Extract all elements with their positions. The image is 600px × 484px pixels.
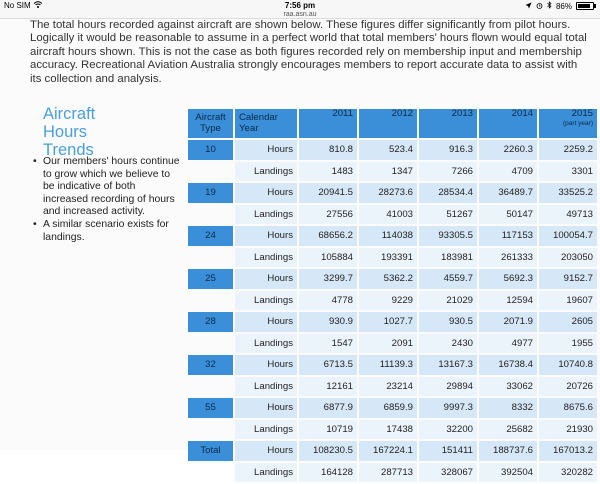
section-title-line: Hours: [43, 123, 88, 141]
bullet-item: • A similar scenario exists for landings.: [33, 219, 183, 244]
empty-cell: [188, 291, 233, 311]
value-cell: 51267: [419, 205, 477, 225]
value-cell: 8332: [479, 398, 537, 418]
metric-label-cell: Landings: [235, 291, 297, 311]
metric-label-cell: Landings: [235, 334, 297, 354]
value-cell: 23214: [359, 377, 417, 397]
value-cell: 6859.9: [359, 398, 417, 418]
column-header-year: 2014: [479, 109, 537, 138]
value-cell: 2260.3: [479, 140, 537, 160]
value-cell: 17438: [359, 420, 417, 440]
value-cell: 28273.6: [359, 183, 417, 203]
value-cell: 4977: [479, 334, 537, 354]
value-cell: 930.5: [419, 312, 477, 332]
aircraft-type-cell: 10: [188, 140, 233, 160]
metric-label-cell: Landings: [235, 162, 297, 182]
battery-percent: 86%: [555, 1, 572, 11]
value-cell: 1955: [539, 334, 597, 354]
aircraft-type-cell: 28: [188, 312, 233, 332]
table-row: [188, 355, 597, 375]
value-cell: 32200: [419, 420, 477, 440]
metric-label-cell: Landings: [235, 248, 297, 268]
value-cell: 3301: [539, 162, 597, 182]
metric-label-cell: Hours: [235, 140, 297, 160]
table-row: [188, 205, 597, 225]
alarm-icon: [536, 2, 543, 11]
status-bar: [0, 0, 600, 11]
address-bar[interactable]: [0, 11, 600, 19]
table-header-row: [188, 109, 597, 138]
intro-text: The total hours recorded against aircraft are shown below. These figures differ significantly from pilot hours. Logically it would be reasonable to assume in a perfect world that total members' hours flown would equal total aircraft hours shown. This is not the case as both figures recorded rely on membership input and membership accuracy. Recreational Aviation Australia strongly encourages members to report accurate data to assist with its collection and analysis.: [30, 19, 587, 85]
part-year-note: (part year): [563, 119, 593, 127]
value-cell: 13167.3: [419, 355, 477, 375]
value-cell: 164128: [299, 463, 357, 483]
empty-cell: [188, 334, 233, 354]
metric-label-cell: Hours: [235, 441, 297, 461]
table-row: [188, 334, 597, 354]
metric-label-cell: Hours: [235, 312, 297, 332]
value-cell: 2259.2: [539, 140, 597, 160]
aircraft-type-cell: 24: [188, 226, 233, 246]
value-cell: 33062: [479, 377, 537, 397]
value-cell: 203050: [539, 248, 597, 268]
section-title-line: Aircraft: [43, 105, 96, 123]
value-cell: 93305.5: [419, 226, 477, 246]
column-header-year: 2011: [299, 109, 357, 138]
metric-label-cell: Landings: [235, 205, 297, 225]
table-row: [188, 420, 597, 440]
value-cell: 9152.7: [539, 269, 597, 289]
value-cell: 9229: [359, 291, 417, 311]
value-cell: 1027.7: [359, 312, 417, 332]
value-cell: 10719: [299, 420, 357, 440]
value-cell: 100054.7: [539, 226, 597, 246]
value-cell: 392504: [479, 463, 537, 483]
value-cell: 4709: [479, 162, 537, 182]
empty-cell: [188, 162, 233, 182]
aircraft-type-cell: 25: [188, 269, 233, 289]
value-cell: 916.3: [419, 140, 477, 160]
section-title-line: Trends: [43, 141, 94, 159]
table-row: [188, 463, 597, 483]
column-header-calendar-year: Calendar Year: [235, 109, 297, 138]
page-content: [0, 19, 600, 478]
column-header-year: 2012: [359, 109, 417, 138]
table-row: [188, 226, 597, 246]
value-cell: 188737.6: [479, 441, 537, 461]
value-cell: 6877.9: [299, 398, 357, 418]
value-cell: 68656.2: [299, 226, 357, 246]
value-cell: 21029: [419, 291, 477, 311]
value-cell: 16738.4: [479, 355, 537, 375]
value-cell: 25682: [479, 420, 537, 440]
intro-paragraph: [30, 19, 590, 86]
table-row: [188, 162, 597, 182]
table-row: [188, 248, 597, 268]
aircraft-type-cell: 32: [188, 355, 233, 375]
table-row: [188, 269, 597, 289]
metric-label-cell: Hours: [235, 355, 297, 375]
value-cell: 930.9: [299, 312, 357, 332]
value-cell: 4778: [299, 291, 357, 311]
value-cell: 4559.7: [419, 269, 477, 289]
value-cell: 27556: [299, 205, 357, 225]
metric-label-cell: Hours: [235, 398, 297, 418]
value-cell: 5692.3: [479, 269, 537, 289]
value-cell: 7266: [419, 162, 477, 182]
metric-label-cell: Hours: [235, 269, 297, 289]
value-cell: 1547: [299, 334, 357, 354]
bluetooth-icon: [547, 1, 552, 11]
value-cell: 50147: [479, 205, 537, 225]
value-cell: 9997.3: [419, 398, 477, 418]
bullet-list: [33, 156, 183, 244]
value-cell: 1347: [359, 162, 417, 182]
location-icon: [525, 2, 532, 11]
column-header-year-part: 2015 (part year): [539, 109, 597, 138]
url-text: raa.asn.au: [283, 11, 317, 18]
clock: 7:56 pm: [284, 1, 316, 10]
empty-cell: [188, 248, 233, 268]
battery-icon: [576, 2, 594, 10]
value-cell: 287713: [359, 463, 417, 483]
value-cell: 10740.8: [539, 355, 597, 375]
aircraft-hours-table: [186, 107, 599, 484]
column-header-aircraft-type: Aircraft Type: [188, 109, 233, 138]
value-cell: 1483: [299, 162, 357, 182]
value-cell: 2605: [539, 312, 597, 332]
value-cell: 114038: [359, 226, 417, 246]
table-row: [188, 312, 597, 332]
value-cell: 105884: [299, 248, 357, 268]
value-cell: 183981: [419, 248, 477, 268]
value-cell: 810.8: [299, 140, 357, 160]
empty-cell: [188, 377, 233, 397]
value-cell: 11139.3: [359, 355, 417, 375]
value-cell: 261333: [479, 248, 537, 268]
bullet-item: • Our members' hours continue to grow which we believe to be indicative of both increased recording of hours and increased activity.: [33, 156, 183, 219]
section-title: [43, 105, 183, 159]
table-row: [188, 377, 597, 397]
table-row: [188, 140, 597, 160]
value-cell: 36489.7: [479, 183, 537, 203]
table-row: [188, 291, 597, 311]
value-cell: 3299.7: [299, 269, 357, 289]
empty-cell: [188, 420, 233, 440]
value-cell: 19607: [539, 291, 597, 311]
aircraft-type-cell: 55: [188, 398, 233, 418]
column-header-year: 2013: [419, 109, 477, 138]
value-cell: 6713.5: [299, 355, 357, 375]
value-cell: 2071.9: [479, 312, 537, 332]
value-cell: 193391: [359, 248, 417, 268]
table-row: [188, 398, 597, 418]
value-cell: 21930: [539, 420, 597, 440]
metric-label-cell: Hours: [235, 226, 297, 246]
metric-label-cell: Landings: [235, 463, 297, 483]
value-cell: 2430: [419, 334, 477, 354]
metric-label-cell: Hours: [235, 183, 297, 203]
carrier-label: No SIM: [4, 1, 31, 10]
empty-cell: [188, 205, 233, 225]
table-row: [188, 441, 597, 461]
value-cell: 151411: [419, 441, 477, 461]
metric-label-cell: Landings: [235, 377, 297, 397]
value-cell: 523.4: [359, 140, 417, 160]
value-cell: 328067: [419, 463, 477, 483]
value-cell: 108230.5: [299, 441, 357, 461]
value-cell: 41003: [359, 205, 417, 225]
table-row: [188, 183, 597, 203]
value-cell: 2091: [359, 334, 417, 354]
empty-cell: [188, 463, 233, 483]
metric-label-cell: Landings: [235, 420, 297, 440]
value-cell: 320282: [539, 463, 597, 483]
value-cell: 28534.4: [419, 183, 477, 203]
value-cell: 29894: [419, 377, 477, 397]
value-cell: 167013.2: [539, 441, 597, 461]
value-cell: 33525.2: [539, 183, 597, 203]
value-cell: 5362.2: [359, 269, 417, 289]
value-cell: 12161: [299, 377, 357, 397]
value-cell: 49713: [539, 205, 597, 225]
value-cell: 117153: [479, 226, 537, 246]
value-cell: 12594: [479, 291, 537, 311]
value-cell: 8675.6: [539, 398, 597, 418]
aircraft-type-cell: Total: [188, 441, 233, 461]
value-cell: 167224.1: [359, 441, 417, 461]
value-cell: 20941.5: [299, 183, 357, 203]
aircraft-type-cell: 19: [188, 183, 233, 203]
value-cell: 20726: [539, 377, 597, 397]
